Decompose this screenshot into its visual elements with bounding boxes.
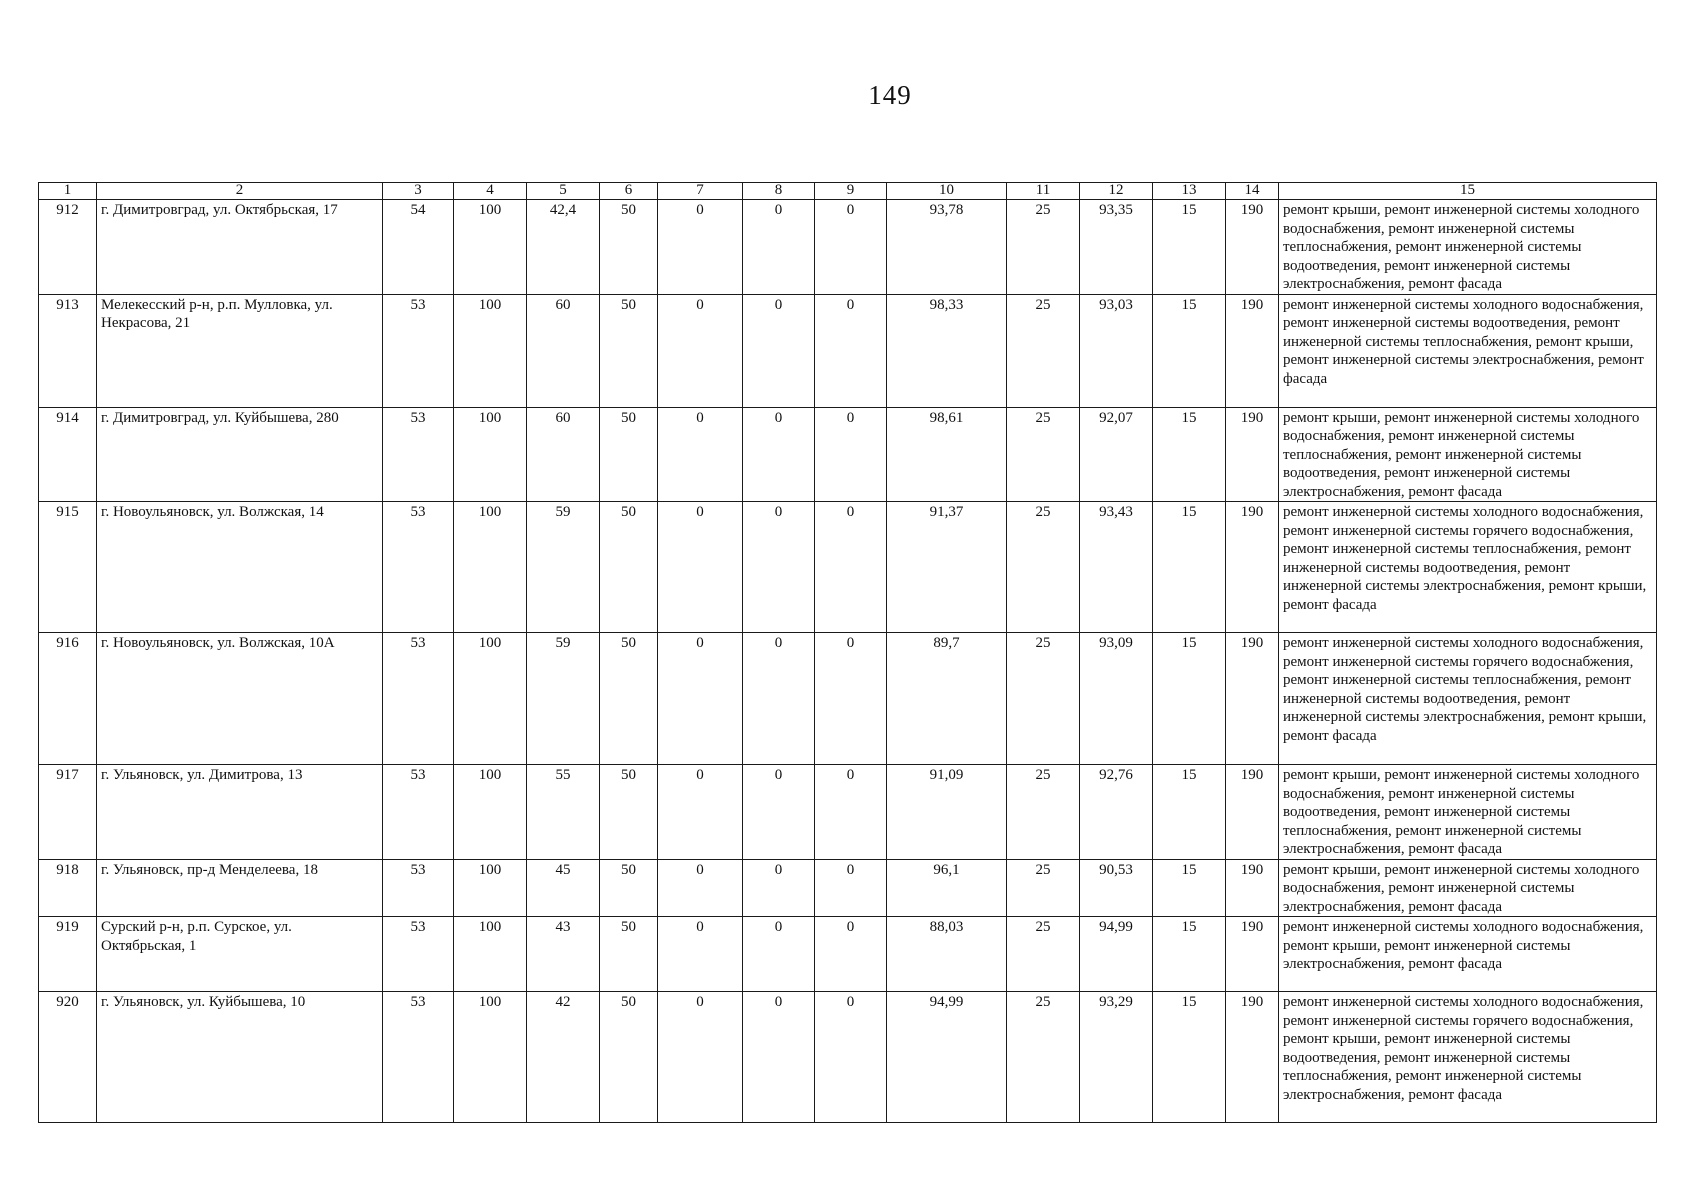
column-header-15: 15 (1279, 183, 1657, 200)
cell-col-13: 15 (1153, 633, 1226, 765)
cell-address: г. Ульяновск, ул. Димитрова, 13 (97, 765, 383, 860)
cell-col-4: 100 (454, 294, 527, 407)
cell-col-4: 100 (454, 200, 527, 295)
cell-col-4: 100 (454, 633, 527, 765)
cell-col-6: 50 (600, 294, 658, 407)
cell-col-3: 53 (383, 294, 454, 407)
table-row (39, 859, 1657, 917)
cell-col-8: 0 (743, 633, 815, 765)
cell-col-7: 0 (658, 633, 743, 765)
cell-col-14: 190 (1226, 859, 1279, 917)
cell-col-10: 96,1 (887, 859, 1007, 917)
cell-address: г. Димитровград, ул. Куйбышева, 280 (97, 407, 383, 502)
cell-col-9: 0 (815, 765, 887, 860)
cell-col-10: 89,7 (887, 633, 1007, 765)
cell-address: г. Новоульяновск, ул. Волжская, 14 (97, 502, 383, 633)
table-row (39, 917, 1657, 992)
table-row (39, 200, 1657, 295)
cell-row-number: 918 (39, 859, 97, 917)
cell-col-11: 25 (1007, 992, 1080, 1123)
cell-col-5: 60 (527, 407, 600, 502)
cell-col-7: 0 (658, 765, 743, 860)
cell-col-5: 59 (527, 502, 600, 633)
cell-col-8: 0 (743, 200, 815, 295)
cell-col-3: 53 (383, 917, 454, 992)
cell-col-4: 100 (454, 917, 527, 992)
cell-col-9: 0 (815, 917, 887, 992)
table-row (39, 633, 1657, 765)
cell-col-12: 93,03 (1080, 294, 1153, 407)
cell-col-6: 50 (600, 859, 658, 917)
cell-col-13: 15 (1153, 200, 1226, 295)
cell-col-14: 190 (1226, 502, 1279, 633)
table-row (39, 502, 1657, 633)
cell-row-number: 917 (39, 765, 97, 860)
cell-address: г. Димитровград, ул. Октябрьская, 17 (97, 200, 383, 295)
cell-col-13: 15 (1153, 917, 1226, 992)
cell-col-4: 100 (454, 407, 527, 502)
cell-col-10: 91,09 (887, 765, 1007, 860)
cell-col-14: 190 (1226, 917, 1279, 992)
cell-col-6: 50 (600, 200, 658, 295)
cell-col-12: 92,07 (1080, 407, 1153, 502)
cell-col-7: 0 (658, 992, 743, 1123)
cell-col-7: 0 (658, 200, 743, 295)
cell-col-6: 50 (600, 407, 658, 502)
cell-col-10: 98,61 (887, 407, 1007, 502)
column-number-header-row (39, 183, 1657, 200)
cell-col-3: 53 (383, 859, 454, 917)
cell-col-13: 15 (1153, 502, 1226, 633)
cell-col-8: 0 (743, 502, 815, 633)
cell-col-4: 100 (454, 992, 527, 1123)
column-header-9: 9 (815, 183, 887, 200)
cell-col-3: 53 (383, 765, 454, 860)
table-row (39, 294, 1657, 407)
cell-row-number: 919 (39, 917, 97, 992)
cell-col-8: 0 (743, 407, 815, 502)
column-header-2: 2 (97, 183, 383, 200)
cell-col-5: 59 (527, 633, 600, 765)
cell-col-12: 93,35 (1080, 200, 1153, 295)
cell-col-6: 50 (600, 765, 658, 860)
cell-col-9: 0 (815, 633, 887, 765)
cell-col-10: 93,78 (887, 200, 1007, 295)
cell-col-9: 0 (815, 200, 887, 295)
cell-work-types: ремонт инженерной системы холодного водоснабжения, ремонт крыши, ремонт инженерной системы электроснабжения, ремонт фасада (1279, 917, 1657, 992)
cell-address: Мелекесский р-н, р.п. Мулловка, ул. Некрасова, 21 (97, 294, 383, 407)
cell-col-10: 88,03 (887, 917, 1007, 992)
cell-col-14: 190 (1226, 294, 1279, 407)
page-number: 149 (868, 80, 912, 110)
cell-row-number: 913 (39, 294, 97, 407)
cell-address: г. Ульяновск, пр-д Менделеева, 18 (97, 859, 383, 917)
cell-address: г. Ульяновск, ул. Куйбышева, 10 (97, 992, 383, 1123)
cell-col-9: 0 (815, 859, 887, 917)
column-header-12: 12 (1080, 183, 1153, 200)
cell-col-13: 15 (1153, 765, 1226, 860)
cell-col-4: 100 (454, 502, 527, 633)
column-header-5: 5 (527, 183, 600, 200)
cell-col-6: 50 (600, 917, 658, 992)
cell-col-12: 93,29 (1080, 992, 1153, 1123)
column-header-4: 4 (454, 183, 527, 200)
cell-col-3: 53 (383, 633, 454, 765)
cell-work-types: ремонт инженерной системы холодного водоснабжения, ремонт инженерной системы горячего водоснабжения, ремонт крыши, ремонт инженерной системы водоотведения, ремонт инженерной системы теплоснабжения, ремонт инженерной системы электроснабжения, ремонт фасада (1279, 992, 1657, 1123)
table-row (39, 992, 1657, 1123)
cell-address: г. Новоульяновск, ул. Волжская, 10А (97, 633, 383, 765)
table-row (39, 765, 1657, 860)
cell-col-5: 55 (527, 765, 600, 860)
cell-col-6: 50 (600, 633, 658, 765)
cell-col-7: 0 (658, 859, 743, 917)
cell-col-11: 25 (1007, 917, 1080, 992)
cell-col-9: 0 (815, 992, 887, 1123)
cell-work-types: ремонт крыши, ремонт инженерной системы холодного водоснабжения, ремонт инженерной системы теплоснабжения, ремонт инженерной системы водоотведения, ремонт инженерной системы электроснабжения, ремонт фасада (1279, 407, 1657, 502)
cell-col-3: 53 (383, 502, 454, 633)
cell-col-3: 53 (383, 407, 454, 502)
cell-col-7: 0 (658, 917, 743, 992)
cell-col-7: 0 (658, 294, 743, 407)
cell-row-number: 912 (39, 200, 97, 295)
cell-col-7: 0 (658, 407, 743, 502)
cell-col-11: 25 (1007, 200, 1080, 295)
cell-col-7: 0 (658, 502, 743, 633)
cell-col-11: 25 (1007, 859, 1080, 917)
cell-work-types: ремонт инженерной системы холодного водоснабжения, ремонт инженерной системы горячего водоснабжения, ремонт инженерной системы теплоснабжения, ремонт инженерной системы водоотведения, ремонт инженерной системы электроснабжения, ремонт крыши, ремонт фасада (1279, 502, 1657, 633)
cell-col-6: 50 (600, 992, 658, 1123)
cell-col-8: 0 (743, 294, 815, 407)
cell-col-11: 25 (1007, 765, 1080, 860)
cell-work-types: ремонт крыши, ремонт инженерной системы холодного водоснабжения, ремонт инженерной системы водоотведения, ремонт инженерной системы теплоснабжения, ремонт инженерной системы электроснабжения, ремонт фасада (1279, 765, 1657, 860)
cell-col-9: 0 (815, 502, 887, 633)
cell-col-14: 190 (1226, 992, 1279, 1123)
cell-col-11: 25 (1007, 502, 1080, 633)
cell-col-14: 190 (1226, 407, 1279, 502)
cell-col-13: 15 (1153, 294, 1226, 407)
cell-work-types: ремонт крыши, ремонт инженерной системы холодного водоснабжения, ремонт инженерной системы теплоснабжения, ремонт инженерной системы водоотведения, ремонт инженерной системы электроснабжения, ремонт фасада (1279, 200, 1657, 295)
cell-col-12: 92,76 (1080, 765, 1153, 860)
repair-program-table (38, 182, 1657, 1123)
column-header-1: 1 (39, 183, 97, 200)
column-header-14: 14 (1226, 183, 1279, 200)
cell-col-9: 0 (815, 407, 887, 502)
column-header-11: 11 (1007, 183, 1080, 200)
cell-col-8: 0 (743, 917, 815, 992)
table-row (39, 407, 1657, 502)
cell-col-5: 42 (527, 992, 600, 1123)
cell-col-11: 25 (1007, 294, 1080, 407)
cell-row-number: 915 (39, 502, 97, 633)
cell-work-types: ремонт инженерной системы холодного водоснабжения, ремонт инженерной системы горячего водоснабжения, ремонт инженерной системы теплоснабжения, ремонт инженерной системы водоотведения, ремонт инженерной системы электроснабжения, ремонт крыши, ремонт фасада (1279, 633, 1657, 765)
cell-col-3: 53 (383, 992, 454, 1123)
cell-col-14: 190 (1226, 765, 1279, 860)
cell-col-12: 90,53 (1080, 859, 1153, 917)
column-header-7: 7 (658, 183, 743, 200)
cell-col-12: 93,43 (1080, 502, 1153, 633)
cell-row-number: 920 (39, 992, 97, 1123)
cell-col-5: 45 (527, 859, 600, 917)
cell-col-11: 25 (1007, 633, 1080, 765)
column-header-6: 6 (600, 183, 658, 200)
cell-col-10: 94,99 (887, 992, 1007, 1123)
cell-col-13: 15 (1153, 992, 1226, 1123)
cell-col-8: 0 (743, 859, 815, 917)
column-header-10: 10 (887, 183, 1007, 200)
cell-col-13: 15 (1153, 859, 1226, 917)
cell-col-10: 98,33 (887, 294, 1007, 407)
cell-col-5: 60 (527, 294, 600, 407)
cell-col-12: 94,99 (1080, 917, 1153, 992)
cell-col-8: 0 (743, 765, 815, 860)
cell-col-10: 91,37 (887, 502, 1007, 633)
cell-row-number: 914 (39, 407, 97, 502)
table-body (39, 200, 1657, 1123)
cell-address: Сурский р-н, р.п. Сурское, ул. Октябрьская, 1 (97, 917, 383, 992)
cell-col-4: 100 (454, 765, 527, 860)
cell-col-5: 42,4 (527, 200, 600, 295)
cell-col-3: 54 (383, 200, 454, 295)
cell-col-8: 0 (743, 992, 815, 1123)
cell-col-6: 50 (600, 502, 658, 633)
cell-col-13: 15 (1153, 407, 1226, 502)
cell-col-12: 93,09 (1080, 633, 1153, 765)
cell-col-11: 25 (1007, 407, 1080, 502)
column-header-3: 3 (383, 183, 454, 200)
cell-col-9: 0 (815, 294, 887, 407)
cell-col-14: 190 (1226, 200, 1279, 295)
column-header-13: 13 (1153, 183, 1226, 200)
cell-col-4: 100 (454, 859, 527, 917)
cell-work-types: ремонт крыши, ремонт инженерной системы холодного водоснабжения, ремонт инженерной системы электроснабжения, ремонт фасада (1279, 859, 1657, 917)
cell-work-types: ремонт инженерной системы холодного водоснабжения, ремонт инженерной системы водоотведения, ремонт инженерной системы теплоснабжения, ремонт крыши, ремонт инженерной системы электроснабжения, ремонт фасада (1279, 294, 1657, 407)
cell-col-5: 43 (527, 917, 600, 992)
column-header-8: 8 (743, 183, 815, 200)
cell-col-14: 190 (1226, 633, 1279, 765)
cell-row-number: 916 (39, 633, 97, 765)
